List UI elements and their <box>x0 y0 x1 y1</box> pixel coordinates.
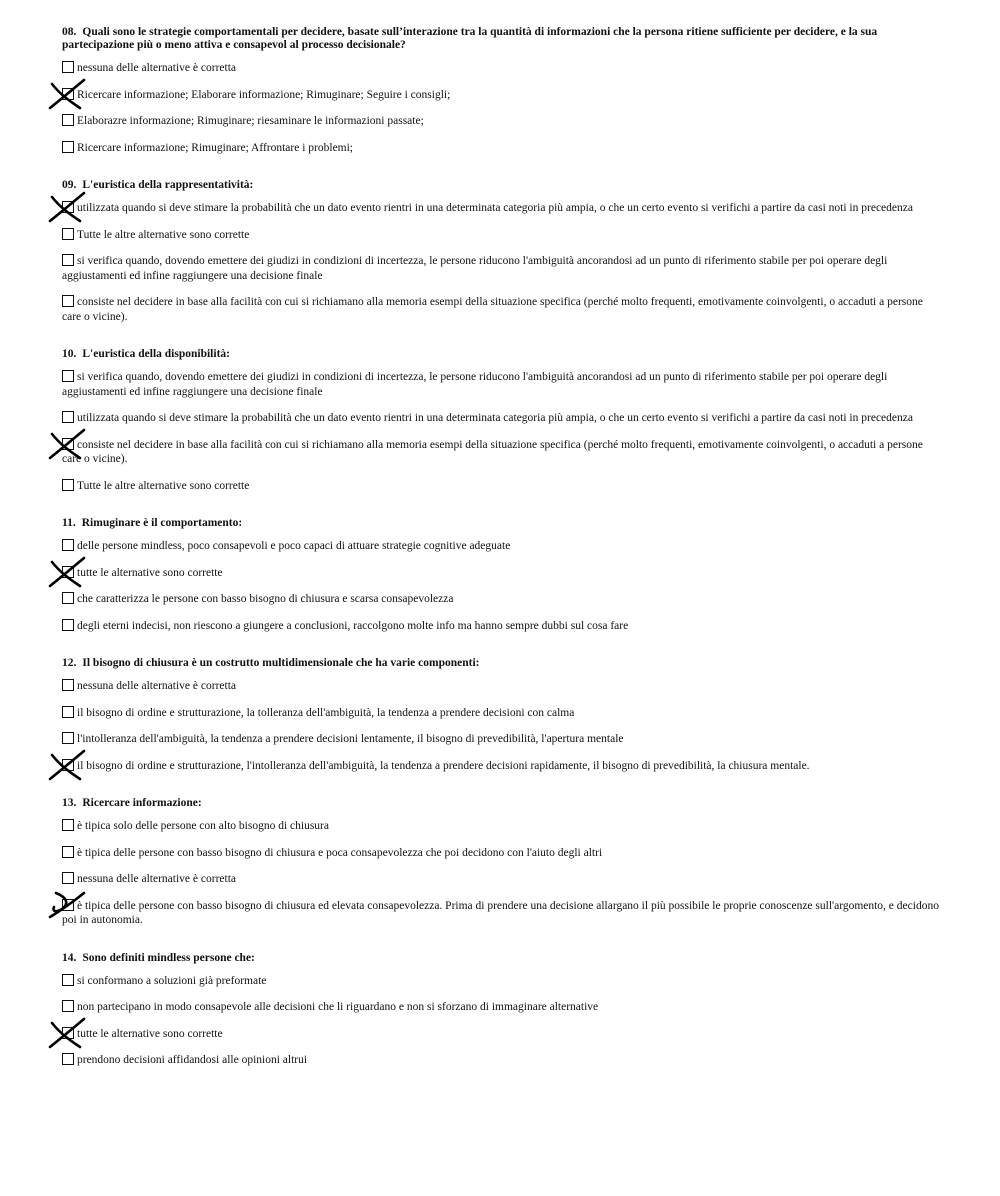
question-heading <box>62 797 940 810</box>
answer-option[interactable] <box>62 141 940 156</box>
answer-option-label: Ricercare informazione; Rimuginare; Affrontare i problemi; <box>77 141 354 154</box>
answer-option-label: il bisogno di ordine e strutturazione, la tolleranza dell'ambiguità, la tendenza a prendere decisioni con calma <box>77 706 575 719</box>
answer-option[interactable] <box>62 759 940 774</box>
question-text: L'euristica della disponibilità: <box>82 348 230 360</box>
answer-checkbox[interactable] <box>62 61 74 73</box>
question-spacer <box>62 167 940 179</box>
answer-option[interactable] <box>62 438 940 467</box>
answer-option-label: Tutte le altre alternative sono corrette <box>77 228 250 241</box>
answer-option[interactable] <box>62 411 940 426</box>
answer-option-label: utilizzata quando si deve stimare la probabilità che un dato evento rientri in una determinata categoria più ampia, o che un certo evento si verifichi a partire da casi noti in precedenza <box>77 202 913 214</box>
answer-option[interactable] <box>62 1027 940 1042</box>
question-number: 14. <box>62 951 77 964</box>
answer-option-label: delle persone mindless, poco consapevoli e poco capaci di attuare strategie cognitive adeguate <box>77 540 511 552</box>
question-heading <box>62 657 940 670</box>
answer-option[interactable] <box>62 479 940 494</box>
answer-checkbox[interactable] <box>62 846 74 858</box>
question-block <box>62 348 940 493</box>
answer-checkbox[interactable] <box>62 732 74 744</box>
question-heading <box>62 517 940 530</box>
question-spacer <box>62 645 940 657</box>
question-number: 12. <box>62 657 77 669</box>
question-text: Il bisogno di chiusura è un costrutto multidimensionale che ha varie componenti: <box>82 657 480 669</box>
answer-checkbox[interactable] <box>62 592 74 604</box>
answer-option[interactable] <box>62 295 940 324</box>
answer-option-label: è tipica solo delle persone con alto bisogno di chiusura <box>77 820 329 832</box>
answer-option[interactable] <box>62 370 940 399</box>
answer-option-label: utilizzata quando si deve stimare la probabilità che un dato evento rientri in una determinata categoria più ampia, o che un certo evento si verifichi a partire da casi noti in precedenza <box>77 412 913 424</box>
answer-option[interactable] <box>62 228 940 243</box>
question-text: Ricercare informazione: <box>82 797 202 809</box>
answer-checkbox[interactable] <box>62 141 74 153</box>
answer-option[interactable] <box>62 872 940 887</box>
question-number: 11. <box>62 517 76 529</box>
answer-checkbox[interactable] <box>62 539 74 551</box>
answer-checkbox[interactable] <box>62 370 74 382</box>
answer-option[interactable] <box>62 974 940 989</box>
question-block <box>62 517 940 633</box>
answer-option[interactable] <box>62 566 940 581</box>
question-heading <box>62 26 940 52</box>
answer-option[interactable] <box>62 201 940 216</box>
answer-checkbox[interactable] <box>62 479 74 491</box>
answer-option[interactable] <box>62 254 940 283</box>
answer-option-label: prendono decisioni affidandosi alle opinioni altrui <box>77 1054 308 1066</box>
answer-checkbox[interactable] <box>62 411 74 423</box>
answer-option[interactable] <box>62 706 940 721</box>
answer-option-label: tutte le alternative sono corrette <box>77 1027 223 1040</box>
question-heading <box>62 348 940 361</box>
answer-option[interactable] <box>62 61 940 76</box>
answer-option-label: non partecipano in modo consapevole alle decisioni che li riguardano e non si sforzano di immaginare alternative <box>77 1001 599 1013</box>
answer-option[interactable] <box>62 732 940 747</box>
question-text: Sono definiti mindless persone che: <box>82 951 255 964</box>
answer-option[interactable] <box>62 619 940 634</box>
answer-checkbox[interactable] <box>62 706 74 718</box>
answer-option[interactable] <box>62 114 940 129</box>
answer-option[interactable] <box>62 1000 940 1015</box>
question-spacer <box>62 940 940 952</box>
answer-option[interactable] <box>62 899 940 928</box>
quiz-document <box>62 26 940 1080</box>
answer-checkbox[interactable] <box>62 254 74 266</box>
answer-option-label: nessuna delle alternative è corretta <box>77 62 237 74</box>
answer-option[interactable] <box>62 819 940 834</box>
answer-checkbox[interactable] <box>62 201 74 213</box>
answer-checkbox[interactable] <box>62 679 74 691</box>
answer-checkbox[interactable] <box>62 114 74 126</box>
question-block <box>62 952 940 1068</box>
answer-checkbox[interactable] <box>62 1000 74 1012</box>
question-block <box>62 26 940 155</box>
question-block <box>62 179 940 324</box>
question-number: 08. <box>62 26 77 38</box>
answer-option-label: nessuna delle alternative è corretta <box>77 680 237 692</box>
answer-option-label: nessuna delle alternative è corretta <box>77 873 237 885</box>
answer-checkbox[interactable] <box>62 819 74 831</box>
answer-option-label: tutte le alternative sono corrette <box>77 566 223 579</box>
answer-option[interactable] <box>62 679 940 694</box>
answer-checkbox[interactable] <box>62 899 74 911</box>
question-number: 10. <box>62 348 77 360</box>
answer-option[interactable] <box>62 592 940 607</box>
question-number: 09. <box>62 179 77 191</box>
answer-option[interactable] <box>62 539 940 554</box>
answer-checkbox[interactable] <box>62 1053 74 1065</box>
question-number: 13. <box>62 797 77 809</box>
answer-checkbox[interactable] <box>62 619 74 631</box>
answer-checkbox[interactable] <box>62 1027 74 1039</box>
answer-option-label: si verifica quando, dovendo emettere dei giudizi in condizioni di incertezza, le persone riducono l'ambiguità ancorandosi ad un punto di riferimento stabile per poi operare degli aggiustamenti ed infine raggiungere una decisione finale <box>62 255 888 282</box>
answer-checkbox[interactable] <box>62 759 74 771</box>
question-spacer <box>62 505 940 517</box>
question-text: Rimuginare è il comportamento: <box>81 517 243 529</box>
answer-checkbox[interactable] <box>62 228 74 240</box>
answer-checkbox[interactable] <box>62 438 74 450</box>
answer-option-label: il bisogno di ordine e strutturazione, l'intolleranza dell'ambiguità, la tendenza a prendere decisioni rapidamente, il bisogno di prevedibilità, la chiusura mentale. <box>77 759 810 772</box>
answer-option-label: è tipica delle persone con basso bisogno di chiusura ed elevata consapevolezza. Prima di prendere una decisione allargano il più possibile le proprie conoscenze sull'argomento, e decidono poi in autonomia. <box>62 899 939 926</box>
question-text: L'euristica della rappresentatività: <box>82 179 254 191</box>
answer-option[interactable] <box>62 1053 940 1068</box>
answer-option[interactable] <box>62 88 940 103</box>
answer-checkbox[interactable] <box>62 974 74 986</box>
answer-checkbox[interactable] <box>62 88 74 100</box>
answer-checkbox[interactable] <box>62 295 74 307</box>
answer-option-label: che caratterizza le persone con basso bisogno di chiusura e scarsa consapevolezza <box>77 593 454 605</box>
answer-option-label: è tipica delle persone con basso bisogno di chiusura e poca consapevolezza che poi decidono con l'aiuto degli altri <box>77 846 603 859</box>
question-spacer <box>62 336 940 348</box>
answer-option-label: consiste nel decidere in base alla facilità con cui si richiamano alla memoria esempi della situazione specifica (perché molto frequenti, emotivamente coinvolgenti, o accaduti a persone care o vicine). <box>62 438 923 465</box>
question-heading <box>62 179 940 192</box>
answer-checkbox[interactable] <box>62 566 74 578</box>
answer-option-label: consiste nel decidere in base alla facilità con cui si richiamano alla memoria esempi della situazione specifica (perché molto frequenti, emotivamente coinvolgenti, o accaduti a persone care o vicine). <box>62 296 923 323</box>
question-block <box>62 657 940 773</box>
question-heading <box>62 952 940 965</box>
question-block <box>62 797 940 928</box>
answer-option-label: Tutte le altre alternative sono corrette <box>77 479 250 492</box>
question-spacer <box>62 785 940 797</box>
answer-option-label: si verifica quando, dovendo emettere dei giudizi in condizioni di incertezza, le persone riducono l'ambiguità ancorandosi ad un punto di riferimento stabile per poi operare degli aggiustamenti ed infine raggiungere una decisione finale <box>62 371 888 398</box>
answer-option-label: l'intolleranza dell'ambiguità, la tendenza a prendere decisioni lentamente, il bisogno di prevedibilità, l'apertura mentale <box>77 733 624 745</box>
answer-option-label: degli eterni indecisi, non riescono a giungere a conclusioni, raccolgono molte info ma hanno sempre dubbi sul cosa fare <box>77 619 629 632</box>
answer-checkbox[interactable] <box>62 872 74 884</box>
answer-option-label: si conformano a soluzioni già preformate <box>77 974 267 987</box>
answer-option-label: Elaborazre informazione; Rimuginare; riesaminare le informazioni passate; <box>77 115 424 127</box>
question-text: Quali sono le strategie comportamentali per decidere, basate sull’interazione tra la quantità di informazioni che la persona ritiene sufficiente per decidere, e la sua partecipazione più o meno attiva e consapevol al processo decisionale? <box>62 26 878 51</box>
answer-option-label: Ricercare informazione; Elaborare informazione; Rimuginare; Seguire i consigli; <box>77 88 451 101</box>
answer-option[interactable] <box>62 846 940 861</box>
